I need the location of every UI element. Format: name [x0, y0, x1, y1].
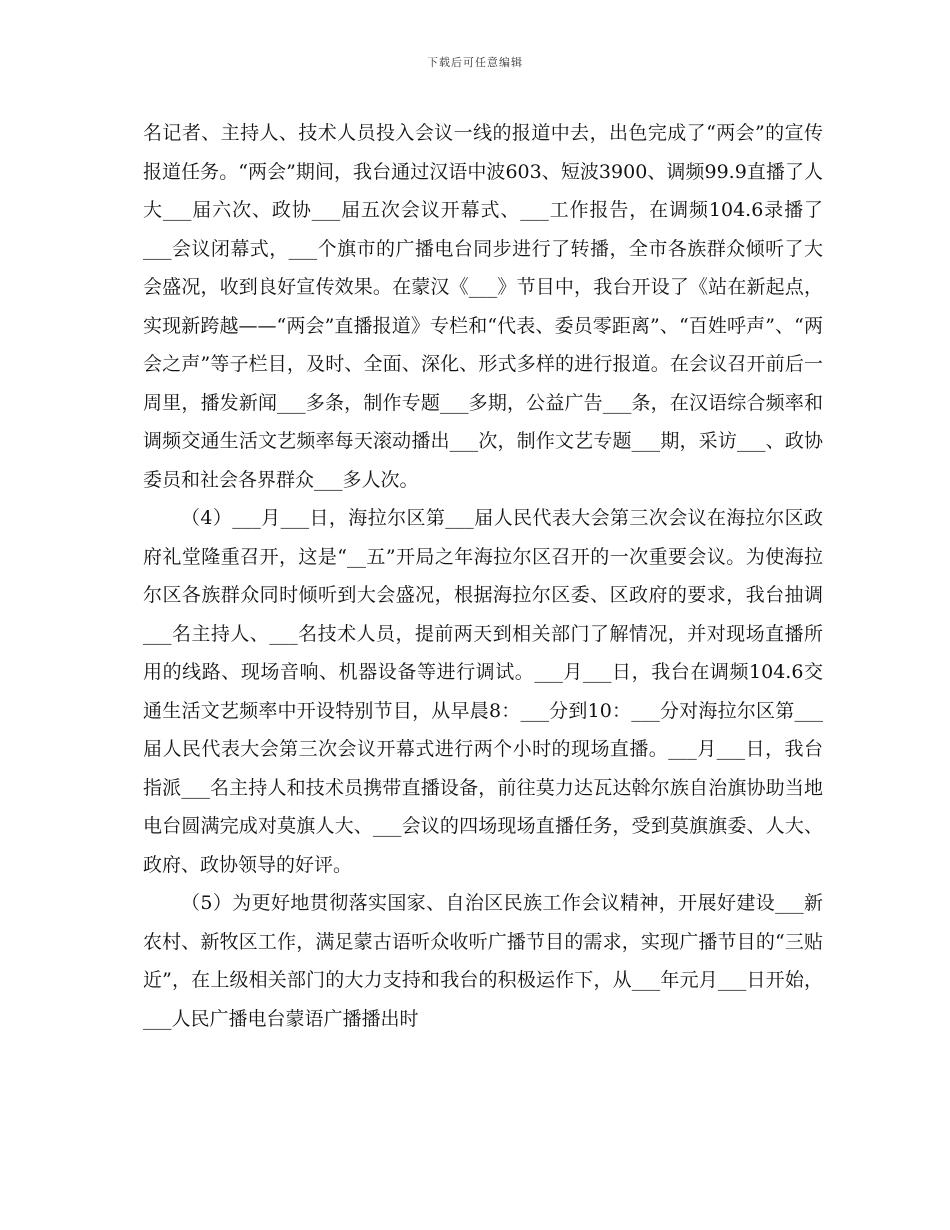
document-body [143, 114, 823, 1038]
paragraph-item-4: （4）___月___日，海拉尔区第___届人民代表大会第三次会议在海拉尔区政府礼堂隆重召开，这是“__五”开局之年海拉尔区召开的一次重要会议。为使海拉尔区各族群众同时倾听到大会盛况，根据海拉尔区委、区政府的要求，我台抽调___名主持人、___名技术人员，提前两天到相关部门了解情况，并对现场直播所用的线路、现场音响、机器设备等进行调试。___月___日，我台在调频104.6交通生活文艺频率中开设特别节目，从早晨8：___分到10：___分对海拉尔区第___届人民代表大会第三次会议开幕式进行两个小时的现场直播。___月___日，我台指派___名主持人和技术员携带直播设备，前往莫力达瓦达斡尔族自治旗协助当地电台圆满完成对莫旗人大、___会议的四场现场直播任务，受到莫旗旗委、人大、政府、政协领导的好评。 [143, 507, 823, 876]
paragraph-item-5: （5）为更好地贯彻落实国家、自治区民族工作会议精神，开展好建设___新农村、新牧区工作，满足蒙古语听众收听广播节目的需求，实现广播节目的“三贴近”，在上级相关部门的大力支持和我台的积极运作下，从___年元月___日开始，___人民广播电台蒙语广播播出时 [143, 892, 823, 1030]
page-header: 下载后可任意编辑 [427, 56, 523, 69]
paragraph-continuation: 名记者、主持人、技术人员投入会议一线的报道中去，出色完成了“两会”的宣传报道任务。“两会”期间，我台通过汉语中波603、短波3900、调频99.9直播了人大___届六次、政协___届五次会议开幕式、___工作报告，在调频104.6录播了___会议闭幕式，___个旗市的广播电台同步进行了转播，全市各族群众倾听了大会盛况，收到良好宣传效果。在蒙汉《___》节目中，我台开设了《站在新起点，实现新跨越——“两会”直播报道》专栏和“代表、委员零距离”、“百姓呼声”、“两会之声”等子栏目，及时、全面、深化、形式多样的进行报道。在会议召开前后一周里，播发新闻___多条，制作专题___多期，公益广告___条，在汉语综合频率和调频交通生活文艺频率每天滚动播出___次，制作文艺专题___期，采访___、政协委员和社会各界群众___多人次。 [143, 122, 823, 491]
